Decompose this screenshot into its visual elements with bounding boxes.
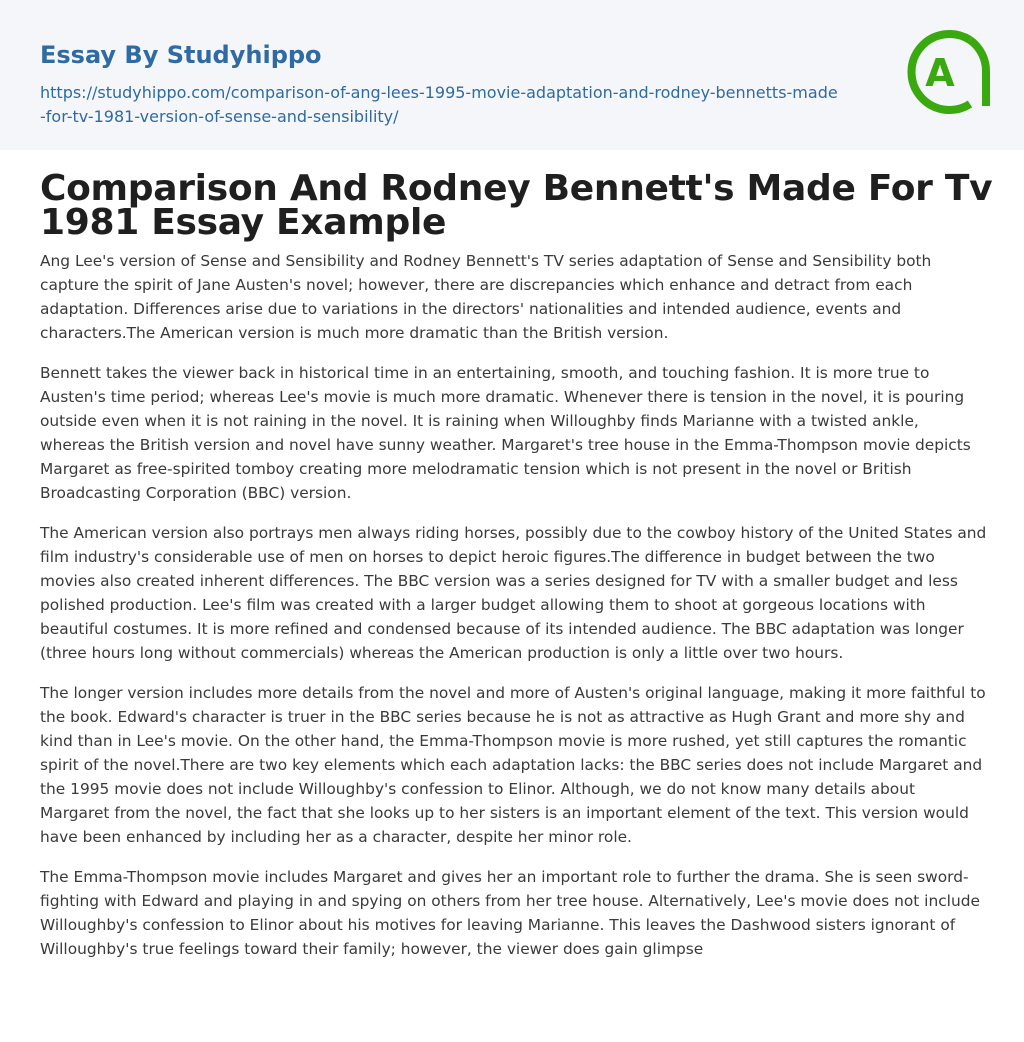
site-header	[0, 0, 1024, 150]
essay-paragraph: The Emma-Thompson movie includes Margaret and gives her an important role to further the drama. She is seen sword-fighting with Edward and playing in and spying on others from her tree house. Alternatively, Lee's movie does not include Willoughby's confession to Elinor about his motives for leaving Marianne. This leaves the Dashwood sisters ignorant of Willoughby's true feelings toward their family; however, the viewer does gain glimpse	[40, 868, 980, 958]
brand-title[interactable]: Essay By Studyhippo	[40, 41, 322, 69]
studyhippo-logo-icon[interactable]	[904, 26, 992, 118]
source-url-link[interactable]: https://studyhippo.com/comparison-of-ang-lees-1995-movie-adaptation-and-rodney-bennetts-made-for-tv-1981-version-of-sense-and-sensibility/	[40, 83, 838, 126]
logo-letter: A	[925, 51, 955, 95]
essay-body	[40, 249, 988, 977]
essay-paragraph: Bennett takes the viewer back in historical time in an entertaining, smooth, and touching fashion. It is more true to Austen's time period; whereas Lee's movie is much more dramatic. Whenever there is tension in the novel, it is pouring outside even when it is not raining in the novel. It is raining when Willoughby finds Marianne with a twisted ankle, whereas the British version and novel have sunny weather. Margaret's tree house in the Emma-Thompson movie depicts Margaret as free-spirited tomboy creating more melodramatic tension which is not present in the novel or British Broadcasting Corporation (BBC) version.	[40, 364, 971, 502]
essay-paragraph: Ang Lee's version of Sense and Sensibility and Rodney Bennett's TV series adaptation of Sense and Sensibility both capture the spirit of Jane Austen's novel; however, there are discrepancies which enhance and detract from each adaptation. Differences arise due to variations in the directors' nationalities and intended audience, events and characters.The American version is much more dramatic than the British version.	[40, 252, 932, 342]
essay-paragraph: The American version also portrays men always riding horses, possibly due to the cowboy history of the United States and film industry's considerable use of men on horses to depict heroic figures.The difference in budget between the two movies also created inherent differences. The BBC version was a series designed for TV with a smaller budget and less polished production. Lee's film was created with a larger budget allowing them to shoot at gorgeous locations with beautiful costumes. It is more refined and condensed because of its intended audience. The BBC adaptation was longer (three hours long without commercials) whereas the American production is only a little over two hours.	[40, 524, 987, 662]
essay-title: Comparison And Rodney Bennett's Made For Tv 1981 Essay Example	[40, 168, 993, 243]
essay-paragraph: The longer version includes more details from the novel and more of Austen's original language, making it more faithful to the book. Edward's character is truer in the BBC series because he is not as attractive as Hugh Grant and more shy and kind than in Lee's movie. On the other hand, the Emma-Thompson movie is more rushed, yet still captures the romantic spirit of the novel.There are two key elements which each adaptation lacks: the BBC series does not include Margaret and the 1995 movie does not include Willoughby's confession to Elinor. Although, we do not know many details about Margaret from the novel, the fact that she looks up to her sisters is an important element of the text. This version would have been enhanced by including her as a character, despite her minor role.	[40, 684, 986, 846]
